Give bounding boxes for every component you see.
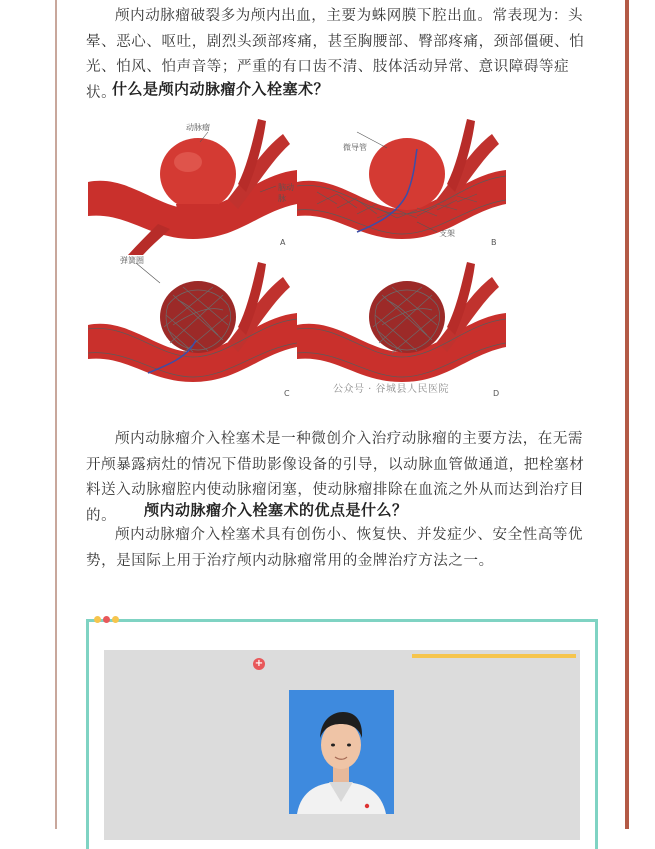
label-aneurysm: 动脉瘤 (186, 123, 210, 132)
dot-yellow-2 (112, 616, 119, 623)
embolization-illustration (88, 104, 506, 406)
section-heading-what-is: 什么是颅内动脉瘤介入栓塞术？ (112, 80, 330, 98)
symptoms-paragraph: 颅内动脉瘤破裂多为颅内出血，主要为蛛网膜下腔出血。常表现为：头晕、恶心、呕吐，剧烈头颈部疼痛，甚至胸腰部、臀部疼痛，颈部僵硬、怕光、怕风、怕声音等；严重的有口齿不清、肢体活动异常、意识障碍等症状。 (86, 8, 585, 101)
procedure-paragraph: 颅内动脉瘤介入栓塞术是一种微创介入治疗动脉瘤的主要方法，在无需开颅暴露病灶的情况下借助影像设备的引导，以动脉血管做通道，把栓塞材料送入动脉瘤腔内使动脉瘤闭塞，使动脉瘤排除在血流之外从而达到治疗目的。 (86, 431, 585, 524)
panel-letter-c: C (284, 389, 290, 398)
doctor-photo (289, 690, 394, 814)
section-heading-advantages: 颅内动脉瘤介入栓塞术的优点是什么？ (144, 501, 408, 519)
watermark-text: 公众号 · 谷城县人民医院 (333, 384, 450, 395)
panel-a (88, 104, 297, 255)
panel-letter-b: B (491, 238, 497, 247)
card-accent-line (412, 654, 576, 658)
page-left-border (55, 0, 57, 829)
panel-b (297, 104, 506, 255)
label-microcatheter: 微导管 (343, 143, 367, 152)
label-stent: 支架 (439, 229, 455, 238)
panel-letter-d: D (493, 389, 500, 398)
panel-b-drawing (297, 104, 506, 255)
panel-letter-a: A (280, 238, 286, 247)
panel-c-drawing (88, 255, 297, 406)
label-artery: 脑动脉 (278, 183, 294, 203)
advantages-paragraph: 颅内动脉瘤介入栓塞术具有创伤小、恢复快、并发症少、安全性高等优势，是国际上用于治疗颅内动脉瘤常用的金牌治疗方法之一。 (86, 527, 584, 569)
medical-cross-icon: + (254, 658, 264, 669)
panel-c (88, 255, 297, 406)
doctor-portrait (289, 690, 394, 814)
dot-yellow (94, 616, 101, 623)
dot-red (103, 616, 110, 623)
page-right-border (625, 0, 629, 829)
label-coil: 弹簧圈 (120, 256, 144, 265)
